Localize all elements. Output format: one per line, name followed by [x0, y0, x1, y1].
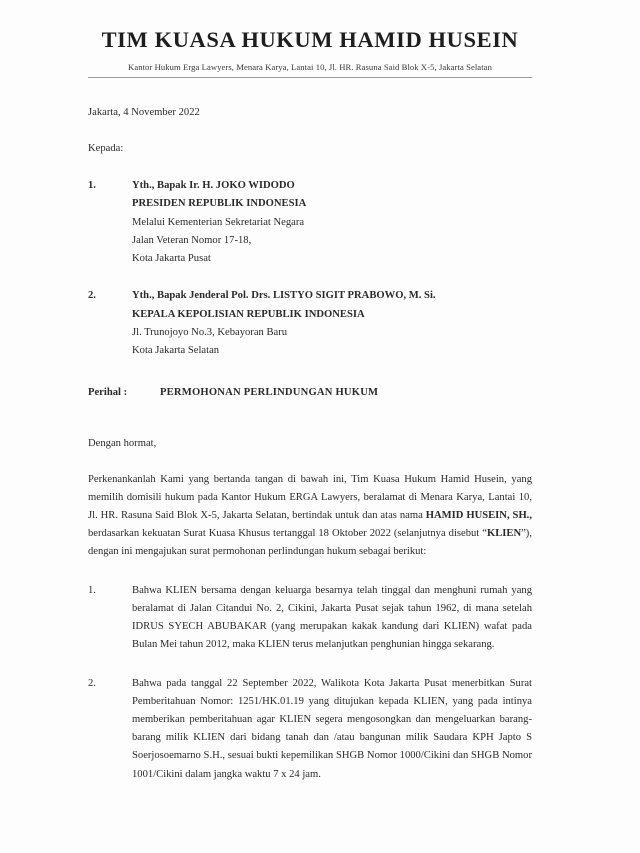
- point-text: Bahwa pada tanggal 22 September 2022, Walikota Kota Jakarta Pusat menerbitkan Surat Pemberitahuan Nomor: 1251/HK.01.19 yang ditujukan kepada KLIEN, yang pada intinya memberikan pemberitahuan agar KLIEN segera mengosongkan dan mengeluarkan barang-barang milik KLIEN dari bidang tanah dan /atau bangunan milik Saudara KPH Japto S Soerjosoemarno S.H., sesuai bukti kepemilikan SHGB Nomor 1000/Cikini dan SHGB Nomor 1001/Cikini dalam jangka waktu 7 x 24 jam.: [132, 677, 532, 780]
- recipient-block-1: [88, 177, 532, 268]
- recipient-line: Yth., Bapak Ir. H. JOKO WIDODO: [132, 180, 295, 192]
- point-number: 2.: [88, 677, 96, 689]
- perihal-value: PERMOHONAN PERLINDUNGAN HUKUM: [160, 387, 379, 399]
- document-content: [88, 0, 532, 784]
- recipient-block-2: [88, 287, 532, 360]
- recipient-line: Kota Jakarta Selatan: [132, 344, 220, 356]
- recipient-line: Jalan Veteran Nomor 17-18,: [132, 234, 252, 246]
- letter-body: [88, 104, 532, 784]
- recipient-line: Yth., Bapak Jenderal Pol. Drs. LISTYO SIGIT PRABOWO, M. Si.: [132, 290, 436, 302]
- date-line: Jakarta, 4 November 2022: [88, 106, 200, 118]
- recipient-lines: [132, 287, 532, 360]
- numbered-point-2: [88, 675, 532, 784]
- klien-term-bold: KLIEN: [486, 528, 522, 540]
- kepada-label: Kepada:: [88, 142, 124, 154]
- opening-paragraph: [88, 471, 532, 562]
- client-name-bold: HAMID HUSEIN, SH.,: [425, 510, 532, 522]
- recipient-number: 2.: [88, 290, 96, 302]
- recipient-line: Melalui Kementerian Sekretariat Negara: [132, 216, 305, 228]
- recipient-line: KEPALA KEPOLISIAN REPUBLIK INDONESIA: [132, 308, 365, 320]
- perihal-row: [88, 384, 532, 402]
- letterhead-divider: [88, 77, 532, 78]
- recipient-line: Jl. Trunojoyo No.3, Kebayoran Baru: [132, 326, 288, 338]
- point-text: Bahwa KLIEN bersama dengan keluarga besarnya telah tinggal dan menghuni rumah yang beralamat di Jalan Citandui No. 2, Cikini, Jakarta Pusat sejak tahun 1962, di mana setelah IDRUS SYECH ABUBAKAR (yang merupakan kakak kandung dari KLIEN) wafat pada Bulan Mei tahun 2012, maka KLIEN terus melanjutkan penghunian hingga sekarang.: [132, 584, 532, 651]
- recipient-number: 1.: [88, 180, 96, 192]
- point-number: 1.: [88, 584, 96, 596]
- firm-name: TIM KUASA HUKUM HAMID HUSEIN: [101, 27, 519, 52]
- firm-address: Kantor Hukum Erga Lawyers, Menara Karya, Lantai 10, Jl. HR. Rasuna Said Blok X-5, Jakarta Selatan: [128, 61, 492, 72]
- opening-paragraph-part2: berdasarkan kekuatan Surat Kuasa Khusus tertanggal 18 Oktober 2022 (selanjutnya disebut “: [88, 528, 487, 540]
- opening-paragraph-part1: Perkenankanlah Kami yang bertanda tangan di bawah ini, Tim Kuasa Hukum Hamid Husein, yang memilih domisili hukum pada Kantor Hukum ERGA Lawyers, beralamat di Menara Karya, Lantai 10, Jl. HR. Rasuna Said Blok X-5, Jakarta Selatan, bertindak untuk dan atas nama: [88, 473, 532, 522]
- recipient-line: PRESIDEN REPUBLIK INDONESIA: [132, 198, 307, 210]
- recipient-lines: [132, 177, 532, 268]
- perihal-label: Perihal :: [88, 387, 128, 399]
- recipient-line: Kota Jakarta Pusat: [132, 253, 211, 265]
- numbered-point-1: [88, 582, 532, 655]
- salutation: Dengan hormat,: [88, 438, 157, 450]
- letterhead: [88, 0, 532, 78]
- opening-paragraph-part3: ”), dengan ini mengajukan surat permohonan perlindungan hukum sebagai berikut:: [88, 528, 532, 558]
